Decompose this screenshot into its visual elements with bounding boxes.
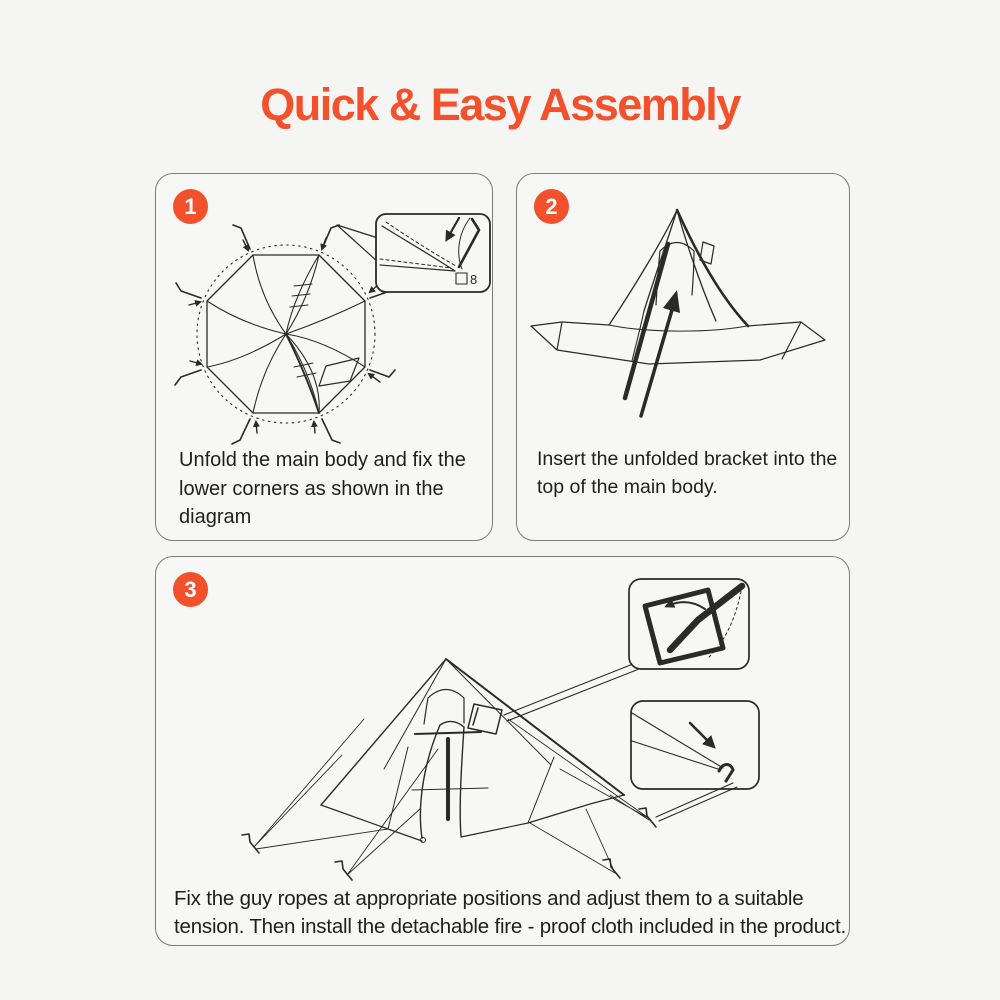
insert-arrow-icon (641, 290, 680, 416)
step-1-caption (179, 446, 466, 532)
caption-line: Insert the unfolded bracket into the (537, 448, 838, 470)
octagon-footprint-diagram (156, 174, 494, 454)
caption-line: lower corners as shown in the (179, 477, 444, 500)
tent-cone (609, 210, 748, 361)
pyramid-tent (321, 659, 624, 843)
step-panel-1 (155, 173, 493, 541)
tent-door (420, 721, 464, 838)
stake-detail-inset (376, 214, 490, 292)
caption-line: top of the main body. (537, 475, 718, 498)
pyramid-tent-guyropes-diagram (156, 557, 851, 892)
fireproof-window (468, 704, 502, 734)
caption-line: Unfold the main body and fix the (179, 449, 466, 471)
bracket-cap (424, 690, 464, 725)
rope-tension-inset (631, 701, 759, 821)
step-panel-3 (155, 556, 850, 946)
step-1-badge: 1 (173, 189, 208, 224)
tent-pole-insert-diagram (517, 174, 851, 444)
step-2-caption (537, 446, 837, 502)
bracket-bar (415, 732, 481, 734)
tent-skirt (531, 322, 825, 364)
step-3-caption (174, 885, 846, 942)
caption-line: tension. Then install the detachable fire - proof cloth included in the product. (174, 915, 846, 939)
step-3-badge: 3 (173, 572, 208, 607)
step-panel-2 (516, 173, 850, 541)
page-title: Quick & Easy Assembly (260, 79, 740, 130)
caption-line: Fix the guy ropes at appropriate positions and adjust them to a suitable (174, 887, 804, 910)
vent-rect (700, 242, 714, 264)
fireproof-cloth-inset (504, 579, 749, 721)
step-2-badge: 2 (534, 189, 569, 224)
caption-line: diagram (179, 506, 252, 529)
inset-leader-lines (337, 225, 378, 262)
footprint-seams (207, 255, 365, 413)
stake-quantity-label: 8 (470, 272, 478, 287)
vent-parallelogram (319, 358, 359, 386)
tent-pole (625, 244, 668, 398)
guy-ropes (254, 719, 650, 875)
